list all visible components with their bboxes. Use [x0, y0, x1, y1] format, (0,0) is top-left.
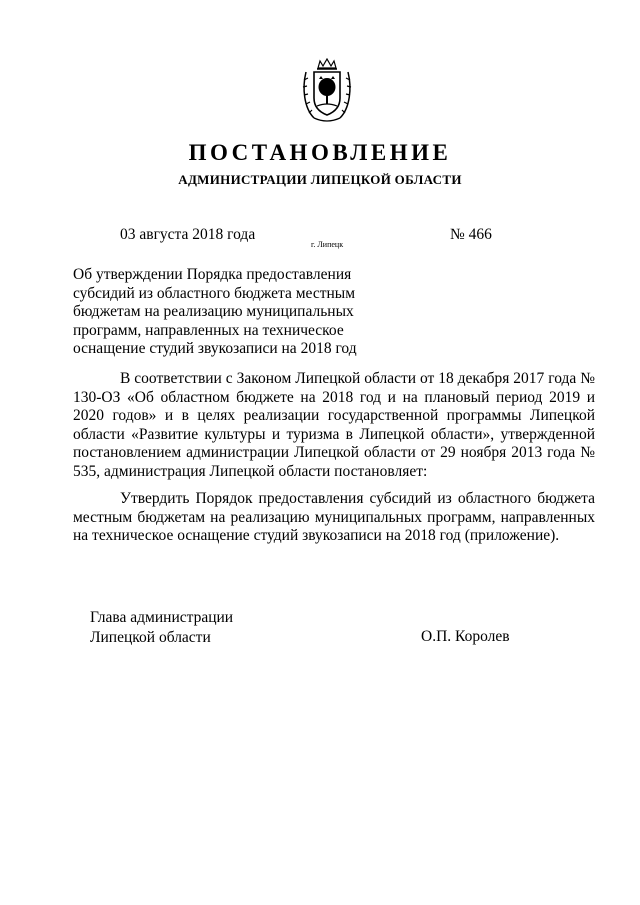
document-subtitle: АДМИНИСТРАЦИИ ЛИПЕЦКОЙ ОБЛАСТИ	[178, 172, 462, 187]
document-heading	[73, 266, 373, 359]
document-number: № 466	[450, 226, 492, 243]
heading-line: оснащение студий звукозаписи на 2018 год	[73, 340, 357, 357]
heading-line: программ, направленных на техническое	[73, 321, 344, 339]
signature-position-line: Глава администрации	[90, 609, 234, 626]
lipetsk-oblast-coat-of-arms-icon	[300, 58, 354, 124]
signature-name: О.П. Королев	[421, 628, 510, 645]
body-paragraph-resolution: Утвердить Порядок предоставления субсидий из областного бюджета местным бюджетам на реализацию муниципальных программ, направленных на техническое оснащение студий звукозаписи на 2018 год (приложение).	[73, 490, 595, 544]
heading-line: бюджетам на реализацию муниципальных	[73, 303, 354, 320]
heading-line: субсидий из областного бюджета местным	[73, 284, 355, 302]
document-date: 03 августа 2018 года	[120, 226, 256, 243]
heading-line: Об утверждении Порядка предоставления	[73, 266, 352, 283]
document-city: г. Липецк	[311, 240, 344, 249]
document-title: ПОСТАНОВЛЕНИЕ	[188, 140, 452, 165]
signature-position	[90, 608, 233, 648]
body-paragraph-preamble: В соответствии с Законом Липецкой области от 18 декабря 2017 года № 130-ОЗ «Об областном бюджете на 2018 год и на плановый период 2019 и 2020 годов» и в целях реализации государственной программы Липецкой области «Развитие культуры и туризма в Липецкой области», утвержденной постановлением администрации Липецкой области от 29 ноября 2013 года № 535, администрация Липецкой области постановляет:	[73, 370, 595, 480]
signature-position-line: Липецкой области	[90, 629, 211, 646]
